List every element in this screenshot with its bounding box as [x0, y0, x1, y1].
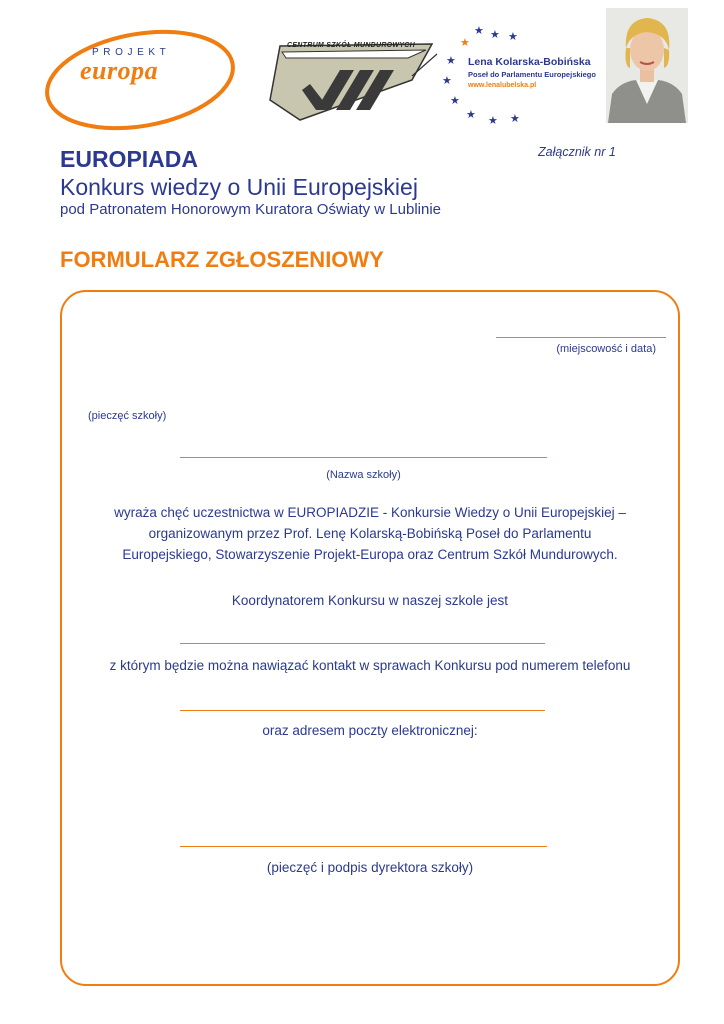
participation-line-2: organizowanym przez Prof. Lenę Kolarską-Bobińską Poseł do Parlamentu: [148, 526, 592, 541]
svg-text:★: ★: [510, 112, 520, 124]
centrum-logo-text: CENTRUM SZKÓŁ MUNDUROWYCH: [286, 42, 416, 49]
signature-line[interactable]: [180, 846, 547, 847]
coordinator-text: Koordynatorem Konkursu w naszej szkole jest: [231, 593, 509, 608]
svg-text:★: ★: [460, 36, 470, 49]
phone-line[interactable]: [180, 710, 545, 711]
centrum-szkol-mundurowych-logo: [262, 40, 438, 124]
lena-role: Poseł do Parlamentu Europejskiego: [468, 70, 596, 79]
lena-name: Lena Kolarska-Bobińska: [468, 56, 591, 68]
attachment-label: Załącznik nr 1: [538, 145, 616, 159]
svg-text:★: ★: [474, 26, 484, 37]
school-name-caption: (Nazwa szkoły): [326, 469, 401, 481]
coordinator-line[interactable]: [180, 643, 545, 644]
logo-projekt-text: PROJEKT: [92, 47, 171, 58]
svg-text:★: ★: [450, 94, 460, 107]
svg-text:★: ★: [446, 54, 456, 67]
lena-website: www.lenalubelska.pl: [468, 82, 537, 89]
participation-line-3: Europejskiego, Stowarzyszenie Projekt-Europa oraz Centrum Szkół Mundurowych.: [122, 547, 618, 562]
form-title: FORMULARZ ZGŁOSZENIOWY: [60, 247, 384, 272]
stamp-caption: (pieczęć szkoły): [88, 410, 167, 422]
place-date-caption: (miejscowość i data): [556, 343, 656, 355]
form-frame: [60, 290, 680, 986]
svg-text:★: ★: [442, 74, 452, 87]
document-title: EUROPIADA: [60, 146, 199, 172]
participation-line-1: wyraża chęć uczestnictwa w EUROPIADZIE - Konkursie Wiedzy o Unii Europejskiej –: [114, 505, 626, 520]
svg-text:★: ★: [488, 114, 498, 124]
logo-europa-text: europa: [80, 56, 159, 85]
document-subtitle: Konkurs wiedzy o Unii Europejskiej: [60, 174, 418, 200]
signature-caption: (pieczęć i podpis dyrektora szkoły): [266, 860, 474, 875]
email-text: oraz adresem poczty elektronicznej:: [262, 723, 478, 738]
place-date-line[interactable]: [496, 337, 666, 338]
patronage-line: pod Patronatem Honorowym Kuratora Oświaty w Lublinie: [60, 201, 442, 218]
svg-text:★: ★: [466, 108, 476, 121]
svg-text:★: ★: [508, 30, 518, 43]
phone-text: z którym będzie można nawiązać kontakt w sprawach Konkursu pod numerem telefonu: [109, 658, 631, 673]
svg-text:★: ★: [490, 28, 500, 41]
portrait-photo: [606, 8, 688, 123]
school-name-line[interactable]: [180, 457, 547, 458]
